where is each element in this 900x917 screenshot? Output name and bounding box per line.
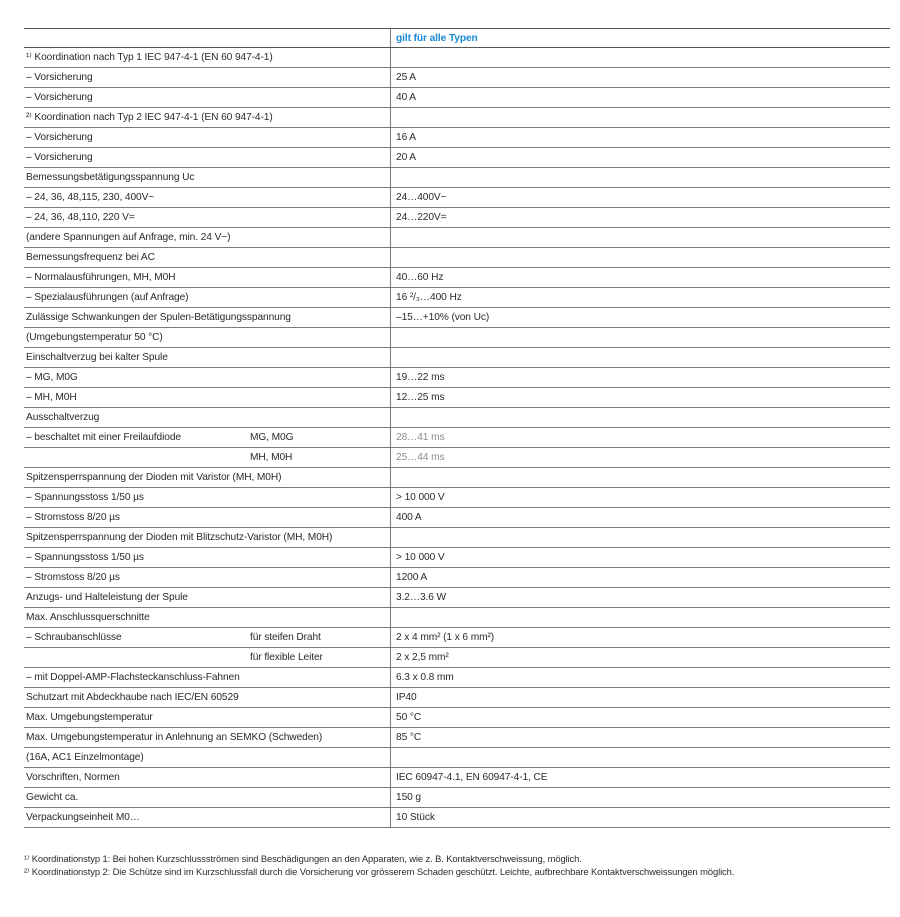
table-row [24, 328, 890, 348]
row-value: 16 A [396, 132, 416, 143]
row-label: Max. Anschlussquerschnitte [26, 612, 150, 623]
row-value: 1200 A [396, 572, 428, 583]
table-row [24, 728, 890, 748]
row-value: 150 g [396, 792, 421, 803]
table-row [24, 588, 890, 608]
row-label: – Spannungsstoss 1/50 µs [26, 552, 144, 563]
table-row [24, 708, 890, 728]
column-divider [390, 468, 391, 487]
row-value: 20 A [396, 152, 416, 163]
column-divider [390, 548, 391, 567]
column-divider [390, 288, 391, 307]
table-row [24, 268, 890, 288]
row-sublabel: MH, M0H [250, 452, 293, 463]
row-label: Zulässige Schwankungen der Spulen-Betätigungsspannung [26, 312, 291, 323]
row-label: Spitzensperrspannung der Dioden mit Blitzschutz-Varistor (MH, M0H) [26, 532, 333, 543]
row-value: IEC 60947-4.1, EN 60947-4-1, CE [396, 772, 548, 783]
row-label: – Schraubanschlüsse [26, 632, 122, 643]
column-divider [390, 688, 391, 707]
row-value: > 10 000 V [396, 492, 445, 503]
table-row [24, 428, 890, 448]
column-divider [390, 108, 391, 127]
row-value: 40…60 Hz [396, 272, 444, 283]
column-divider [390, 268, 391, 287]
row-label: Ausschaltverzug [26, 412, 100, 423]
column-divider [390, 648, 391, 667]
row-value: 2 x 2,5 mm² [396, 652, 449, 663]
table-row [24, 308, 890, 328]
row-sublabel: für steifen Draht [250, 632, 321, 643]
table-row [24, 788, 890, 808]
row-label: – Spannungsstoss 1/50 µs [26, 492, 144, 503]
table-row [24, 768, 890, 788]
row-label: (16A, AC1 Einzelmontage) [26, 752, 144, 763]
column-divider [390, 368, 391, 387]
row-sublabel: MG, M0G [250, 432, 294, 443]
column-divider [390, 488, 391, 507]
row-label: – mit Doppel-AMP-Flachsteckanschluss-Fahnen [26, 672, 240, 683]
row-label: – Vorsicherung [26, 132, 93, 143]
column-divider [390, 208, 391, 227]
column-divider [390, 428, 391, 447]
row-label: Verpackungseinheit M0… [26, 812, 140, 823]
table-row [24, 448, 890, 468]
table-row [24, 228, 890, 248]
column-divider [390, 448, 391, 467]
row-label: – Stromstoss 8/20 µs [26, 512, 120, 523]
row-label: Gewicht ca. [26, 792, 79, 803]
row-label: – Normalausführungen, MH, M0H [26, 272, 176, 283]
row-value: 10 Stück [396, 812, 435, 823]
column-divider [390, 588, 391, 607]
row-value: 50 °C [396, 712, 422, 723]
column-divider [390, 388, 391, 407]
row-value: 2 x 4 mm² (1 x 6 mm²) [396, 632, 495, 643]
table-row [24, 88, 890, 108]
row-value: IP40 [396, 692, 417, 703]
column-divider [390, 528, 391, 547]
table-row [24, 628, 890, 648]
row-label: Spitzensperrspannung der Dioden mit Varistor (MH, M0H) [26, 472, 282, 483]
row-label: – 24, 36, 48,110, 220 V= [26, 212, 135, 223]
column-divider [390, 228, 391, 247]
row-value: 25…44 ms [396, 452, 445, 463]
row-value: 85 °C [396, 732, 422, 743]
column-divider [390, 768, 391, 787]
row-label: Bemessungsbetätigungsspannung Uc [26, 172, 195, 183]
row-value: 3.2…3.6 W [396, 592, 447, 603]
table-row [24, 528, 890, 548]
column-divider [390, 328, 391, 347]
column-divider [390, 668, 391, 687]
column-divider [390, 128, 391, 147]
table-row [24, 388, 890, 408]
row-value: 28…41 ms [396, 432, 445, 443]
row-label: – Spezialausführungen (auf Anfrage) [26, 292, 189, 303]
row-value: 24…400V~ [396, 192, 447, 203]
table-row [24, 348, 890, 368]
table-row [24, 688, 890, 708]
column-divider [390, 88, 391, 107]
table-header-row [24, 28, 890, 48]
table-row [24, 188, 890, 208]
row-value: 16 ²/₃…400 Hz [396, 292, 462, 303]
row-label: Bemessungsfrequenz bei AC [26, 252, 155, 263]
table-body [24, 48, 890, 828]
column-divider [390, 168, 391, 187]
row-label: – Vorsicherung [26, 152, 93, 163]
table-row [24, 368, 890, 388]
row-label: – MH, M0H [26, 392, 77, 403]
table-row [24, 508, 890, 528]
footnote-1: ¹⁾ Koordinationstyp 1: Bei hohen Kurzschlussströmen sind Beschädigungen an den Apparaten, wie z. B. Kontaktverschweissung, möglich. [24, 853, 582, 864]
row-label: Einschaltverzug bei kalter Spule [26, 352, 168, 363]
column-divider [390, 568, 391, 587]
row-value: 40 A [396, 92, 416, 103]
column-divider [390, 68, 391, 87]
row-label: – Stromstoss 8/20 µs [26, 572, 120, 583]
row-label: ¹⁾ Koordination nach Typ 1 IEC 947-4-1 (EN 60 947-4-1) [26, 52, 273, 63]
spec-table [24, 28, 890, 828]
header-value: gilt für alle Typen [396, 33, 478, 44]
column-divider [390, 608, 391, 627]
row-sublabel: für flexible Leiter [250, 652, 323, 663]
row-value: 12…25 ms [396, 392, 445, 403]
column-divider [390, 708, 391, 727]
column-divider [390, 808, 391, 827]
column-divider [390, 728, 391, 747]
column-divider [390, 248, 391, 267]
table-row [24, 128, 890, 148]
row-label: (Umgebungstemperatur 50 °C) [26, 332, 163, 343]
footnote-2: ²⁾ Koordinationstyp 2: Die Schütze sind im Kurzschlussfall durch die Vorsicherung vor grösserem Schaden geschützt. Leichte, aufbrechbare Kontaktverschweissungen möglich. [24, 866, 735, 877]
row-label: – Vorsicherung [26, 72, 93, 83]
table-row [24, 108, 890, 128]
table-row [24, 408, 890, 428]
row-label: – MG, M0G [26, 372, 78, 383]
table-row [24, 488, 890, 508]
row-label: Schutzart mit Abdeckhaube nach IEC/EN 60529 [26, 692, 239, 703]
row-label: Anzugs- und Halteleistung der Spule [26, 592, 188, 603]
row-label: Max. Umgebungstemperatur in Anlehnung an SEMKO (Schweden) [26, 732, 323, 743]
row-label: Max. Umgebungstemperatur [26, 712, 153, 723]
table-row [24, 148, 890, 168]
row-value: 400 A [396, 512, 422, 523]
table-row [24, 548, 890, 568]
column-divider [390, 408, 391, 427]
row-value: 24…220V= [396, 212, 447, 223]
table-row [24, 208, 890, 228]
row-value: 19…22 ms [396, 372, 445, 383]
table-row [24, 808, 890, 828]
row-label: ²⁾ Koordination nach Typ 2 IEC 947-4-1 (EN 60 947-4-1) [26, 112, 273, 123]
row-label: – 24, 36, 48,115, 230, 400V~ [26, 192, 155, 203]
column-divider [390, 48, 391, 67]
row-value: 25 A [396, 72, 416, 83]
row-value: > 10 000 V [396, 552, 445, 563]
column-divider [390, 628, 391, 647]
footnotes [24, 852, 890, 878]
table-row [24, 648, 890, 668]
row-label: (andere Spannungen auf Anfrage, min. 24 V~) [26, 232, 231, 243]
table-row [24, 248, 890, 268]
table-row [24, 468, 890, 488]
row-label: – beschaltet mit einer Freilaufdiode [26, 432, 181, 443]
row-value: –15…+10% (von Uc) [396, 312, 490, 323]
column-divider [390, 748, 391, 767]
table-row [24, 48, 890, 68]
table-row [24, 608, 890, 628]
column-divider [390, 788, 391, 807]
column-divider [390, 348, 391, 367]
row-label: – Vorsicherung [26, 92, 93, 103]
column-divider [390, 188, 391, 207]
table-row [24, 748, 890, 768]
column-divider [390, 29, 391, 47]
table-row [24, 168, 890, 188]
row-label: Vorschriften, Normen [26, 772, 120, 783]
table-row [24, 68, 890, 88]
column-divider [390, 508, 391, 527]
table-row [24, 568, 890, 588]
row-value: 6.3 x 0.8 mm [396, 672, 454, 683]
column-divider [390, 308, 391, 327]
table-row [24, 288, 890, 308]
column-divider [390, 148, 391, 167]
table-row [24, 668, 890, 688]
